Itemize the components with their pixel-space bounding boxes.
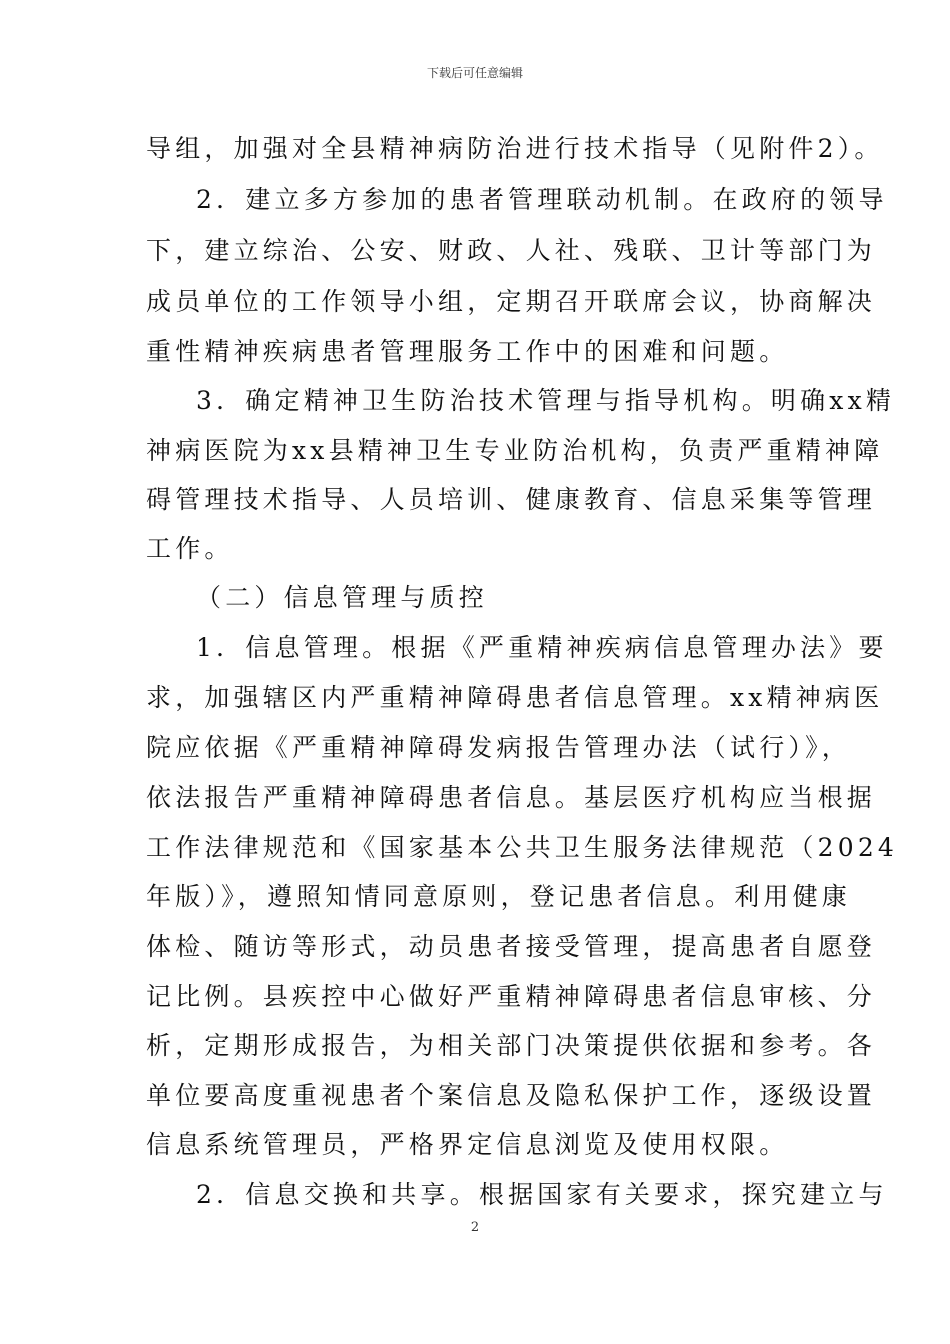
body-line: 年版）》，遵照知情同意原则，登记患者信息。利用健康 — [146, 882, 852, 911]
page-number: 2 — [470, 1220, 480, 1235]
body-line: 体检、随访等形式，动员患者接受管理，提高患者自愿登 — [146, 932, 877, 961]
body-line: 记比例。县疾控中心做好严重精神障碍患者信息审核、分 — [146, 982, 877, 1011]
body-line: 院应依据《严重精神障碍发病报告管理办法（试行）》， — [146, 733, 852, 762]
body-line: 成员单位的工作领导小组，定期召开联席会议，协商解决 — [146, 287, 877, 316]
body-line: 碍管理技术指导、人员培训、健康教育、信息采集等管理 — [146, 485, 877, 514]
page-header: 下载后可任意编辑 — [426, 66, 523, 80]
body-line: 重性精神疾病患者管理服务工作中的困难和问题。 — [146, 337, 789, 366]
body-line: 析，定期形成报告，为相关部门决策提供依据和参考。各 — [146, 1031, 877, 1060]
body-line: 导组，加强对全县精神病防治进行技术指导（见附件2）。 — [146, 134, 884, 163]
section-heading: （二）信息管理与质控 — [196, 583, 489, 612]
body-line: 依法报告严重精神障碍患者信息。基层医疗机构应当根据 — [146, 783, 877, 812]
body-line: 2．信息交换和共享。根据国家有关要求，探究建立与 — [196, 1180, 888, 1209]
body-line: 神病医院为xx县精神卫生专业防治机构，负责严重精神障 — [146, 436, 884, 465]
body-line: 求，加强辖区内严重精神障碍患者信息管理。xx精神病医 — [146, 683, 884, 712]
body-line: 工作。 — [146, 534, 234, 563]
body-line: 3．确定精神卫生防治技术管理与指导机构。明确xx精 — [196, 386, 896, 415]
body-line: 单位要高度重视患者个案信息及隐私保护工作，逐级设置 — [146, 1081, 877, 1110]
body-line: 信息系统管理员，严格界定信息浏览及使用权限。 — [146, 1130, 789, 1159]
body-line: 工作法律规范和《国家基本公共卫生服务法律规范（2024 — [146, 833, 899, 862]
body-line: 下，建立综治、公安、财政、人社、残联、卫计等部门为 — [146, 236, 877, 265]
body-line: 1．信息管理。根据《严重精神疾病信息管理办法》要 — [196, 633, 888, 662]
body-line: 2．建立多方参加的患者管理联动机制。在政府的领导 — [196, 185, 888, 214]
